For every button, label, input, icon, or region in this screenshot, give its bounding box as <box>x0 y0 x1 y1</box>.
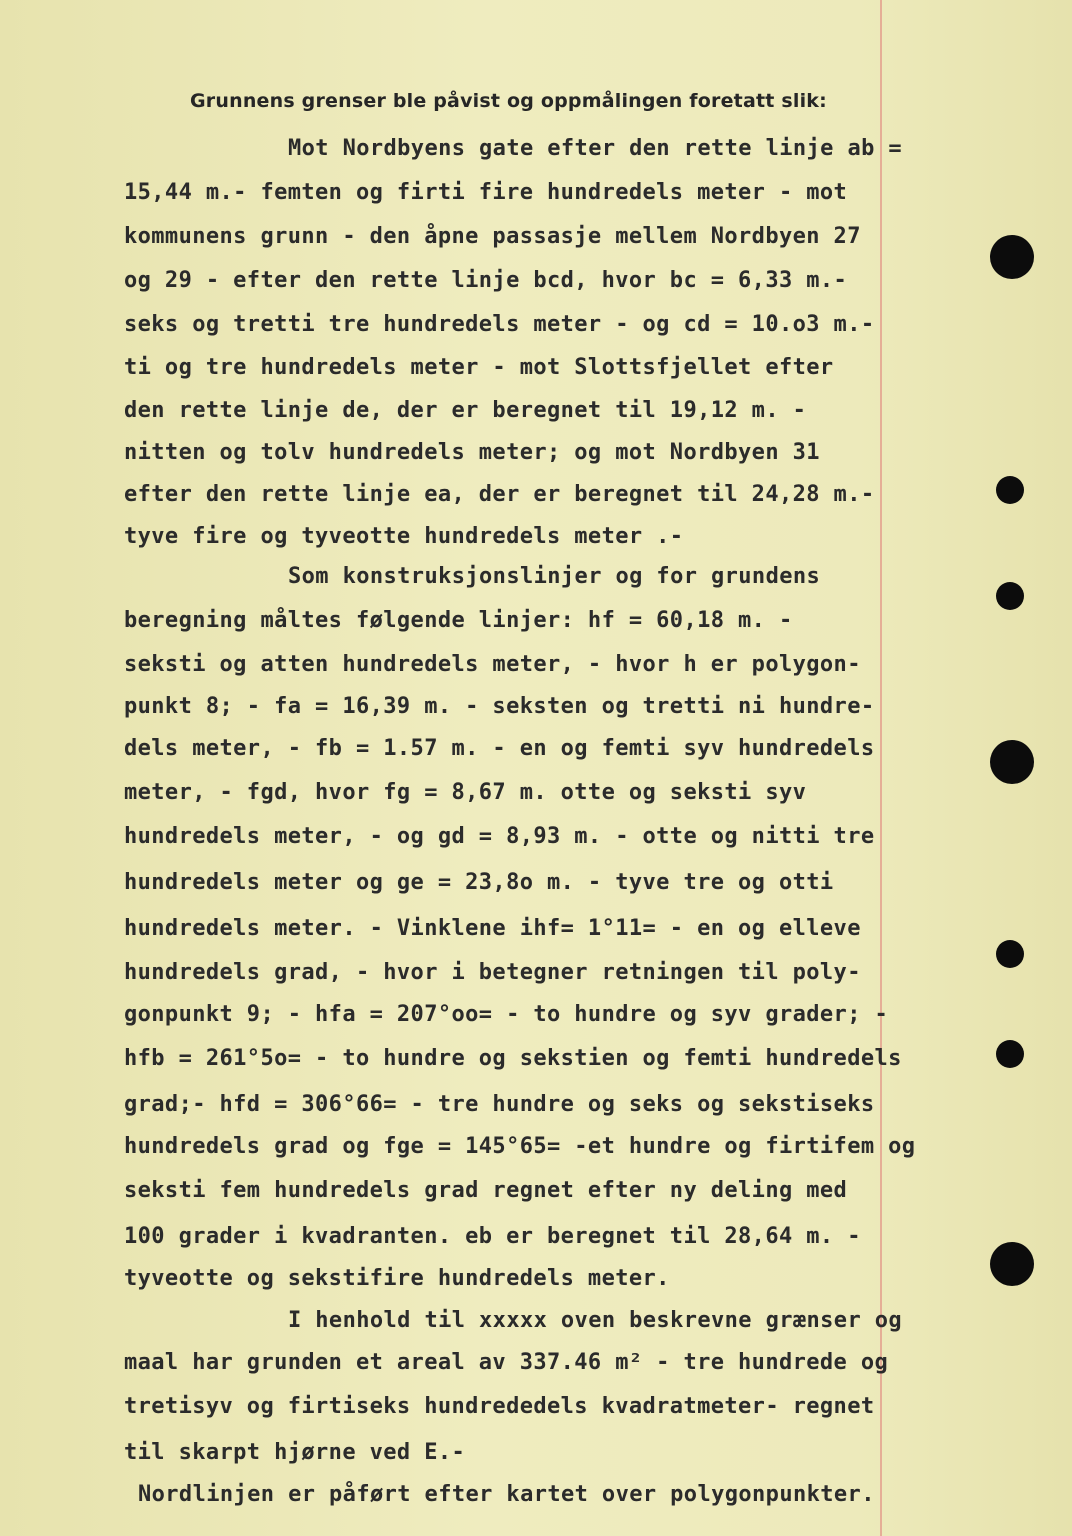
punch-hole <box>996 940 1024 968</box>
text-line: tretisyv og firtiseks hundrededels kvadratmeter- regnet <box>124 1394 875 1419</box>
text-line: seks og tretti tre hundredels meter - og cd = 10.o3 m.- <box>124 312 875 337</box>
punch-hole <box>990 1242 1034 1286</box>
text-line: hfb = 261°5o= - to hundre og sekstien og femti hundredels <box>124 1046 902 1071</box>
text-line: tyveotte og sekstifire hundredels meter. <box>124 1266 670 1291</box>
punch-hole <box>996 582 1024 610</box>
punch-hole <box>990 235 1034 279</box>
text-line: seksti fem hundredels grad regnet efter ny deling med <box>124 1178 848 1203</box>
text-line: tyve fire og tyveotte hundredels meter .- <box>124 524 684 549</box>
text-line: dels meter, - fb = 1.57 m. - en og femti syv hundredels <box>124 736 875 761</box>
punch-hole <box>996 1040 1024 1068</box>
text-line: gonpunkt 9; - hfa = 207°oo= - to hundre og syv grader; - <box>124 1002 889 1027</box>
text-line: I henhold til xxxxx oven beskrevne grænser og <box>288 1308 903 1333</box>
text-line: Mot Nordbyens gate efter den rette linje ab = <box>288 136 903 161</box>
punch-hole <box>990 740 1034 784</box>
text-line: efter den rette linje ea, der er beregnet til 24,28 m.- <box>124 482 875 507</box>
text-line: hundredels meter, - og gd = 8,93 m. - otte og nitti tre <box>124 824 875 849</box>
text-line: punkt 8; - fa = 16,39 m. - seksten og tretti ni hundre- <box>124 694 875 719</box>
text-line: hundredels grad, - hvor i betegner retningen til poly- <box>124 960 861 985</box>
text-line: nitten og tolv hundredels meter; og mot Nordbyen 31 <box>124 440 820 465</box>
text-line: 100 grader i kvadranten. eb er beregnet til 28,64 m. - <box>124 1224 861 1249</box>
punch-hole <box>996 476 1024 504</box>
text-line: og 29 - efter den rette linje bcd, hvor bc = 6,33 m.- <box>124 268 848 293</box>
text-line: hundredels grad og fge = 145°65= -et hundre og firtifem og <box>124 1134 916 1159</box>
text-line: ti og tre hundredels meter - mot Slottsfjellet efter <box>124 355 834 380</box>
text-line: maal har grunden et areal av 337.46 m² - tre hundrede og <box>124 1350 889 1375</box>
text-line: hundredels meter. - Vinklene ihf= 1°11= - en og elleve <box>124 916 861 941</box>
text-line: Nordlinjen er påført efter kartet over polygonpunkter. <box>138 1482 875 1507</box>
text-line: til skarpt hjørne ved E.- <box>124 1440 466 1465</box>
document-header: Grunnens grenser ble påvist og oppmålingen foretatt slik: <box>190 90 827 112</box>
text-line: hundredels meter og ge = 23,8o m. - tyve tre og otti <box>124 870 834 895</box>
text-line: den rette linje de, der er beregnet til 19,12 m. - <box>124 398 807 423</box>
text-line: seksti og atten hundredels meter, - hvor h er polygon- <box>124 652 861 677</box>
text-line: grad;- hfd = 306°66= - tre hundre og seks og sekstiseks <box>124 1092 875 1117</box>
text-line: 15,44 m.- femten og firti fire hundredels meter - mot <box>124 180 848 205</box>
margin-line <box>880 0 882 1536</box>
text-line: kommunens grunn - den åpne passasje mellem Nordbyen 27 <box>124 224 861 249</box>
text-line: meter, - fgd, hvor fg = 8,67 m. otte og seksti syv <box>124 780 807 805</box>
text-line: beregning måltes følgende linjer: hf = 60,18 m. - <box>124 608 793 633</box>
text-line: Som konstruksjonslinjer og for grundens <box>288 564 821 589</box>
